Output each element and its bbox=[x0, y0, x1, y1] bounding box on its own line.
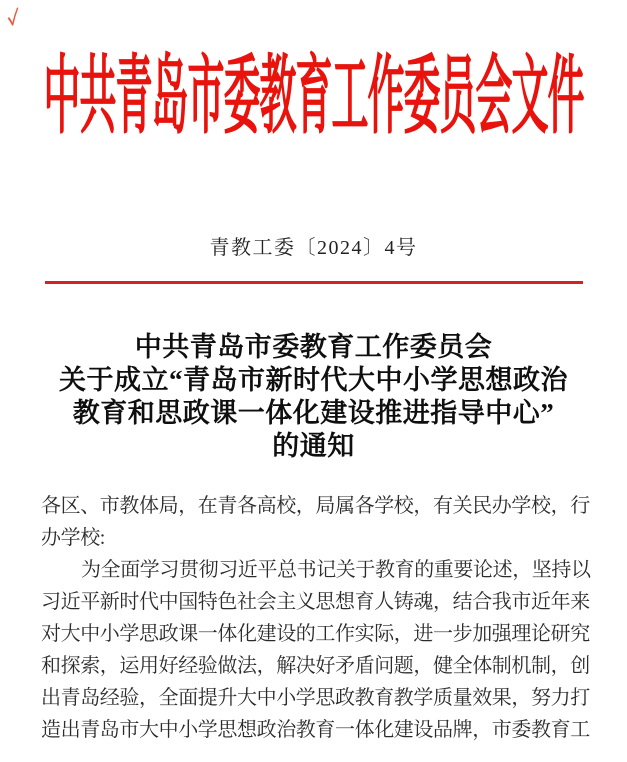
salutation-line: 办学校: bbox=[41, 527, 105, 549]
paragraph-line: 造出青岛市大中小学思想政治教育一体化建设品牌，市委教育工 bbox=[41, 719, 590, 741]
document-title-line: 中共青岛市委教育工作委员会 bbox=[134, 332, 493, 362]
paragraph-line: 和探索，运用好经验做法，解决好矛盾问题，健全体制机制，创 bbox=[41, 655, 590, 677]
document-title bbox=[0, 331, 627, 463]
paragraph-line: 出青岛经验，全面提升大中小学思政教育教学质量效果，努力打 bbox=[41, 687, 590, 709]
paragraph-line: 为全面学习贯彻习近平总书记关于教育的重要论述，坚持以 bbox=[81, 559, 591, 581]
salutation-line: 各区、市教体局，在青各高校，局属各学校，有关民办学校，行 bbox=[41, 495, 590, 517]
letterhead-banner-text: 中共青岛市委教育工作委员会文件 bbox=[43, 50, 584, 146]
corner-tick-icon: ✓ bbox=[6, 8, 21, 31]
document-number: 青教工委〔2024〕4号 bbox=[209, 237, 418, 259]
paragraph-line: 习近平新时代中国特色社会主义思想育人铸魂，结合我市近年来 bbox=[41, 591, 590, 613]
red-separator-line bbox=[45, 281, 583, 284]
document-body bbox=[41, 490, 591, 746]
document-title-line: 关于成立“青岛市新时代大中小学思想政治 bbox=[59, 365, 568, 395]
paragraph-line: 对大中小学思政课一体化建设的工作实际，进一步加强理论研究 bbox=[41, 623, 590, 645]
document-title-line: 的通知 bbox=[272, 431, 355, 461]
letterhead-banner bbox=[0, 42, 627, 146]
document-title-line: 教育和思政课一体化建设推进指导中心” bbox=[72, 398, 555, 428]
